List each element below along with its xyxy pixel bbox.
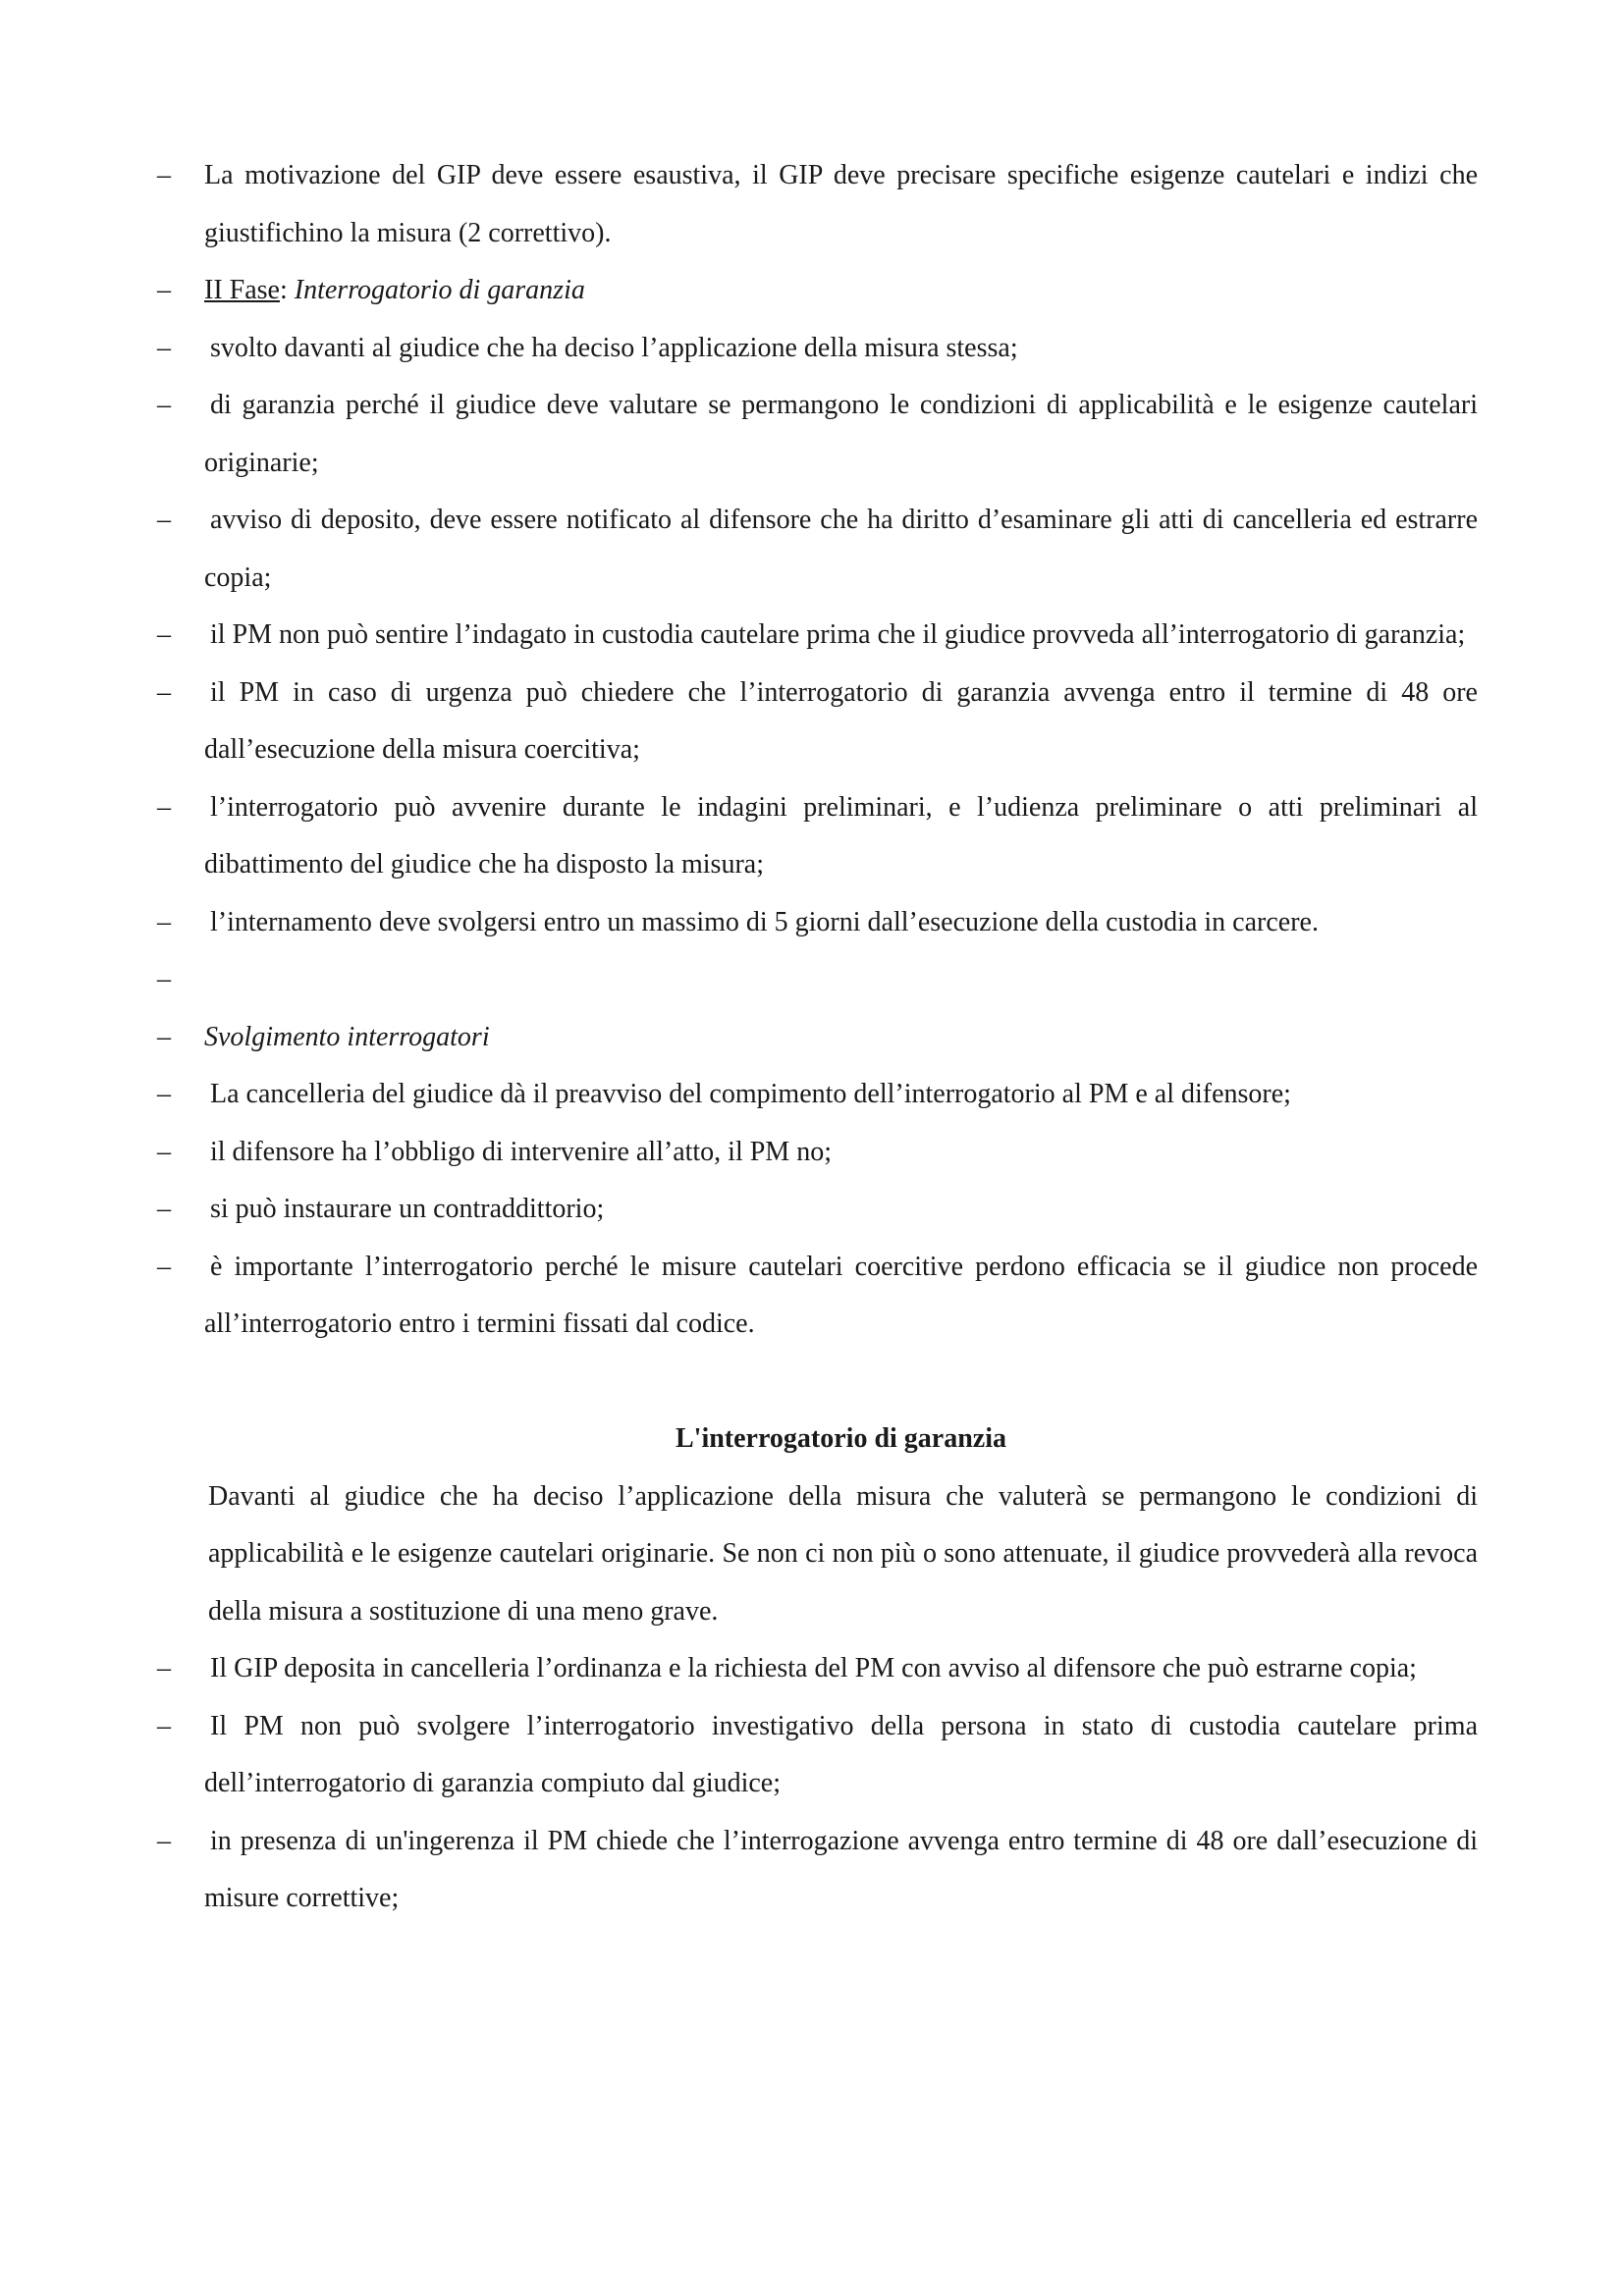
dash-bullet-icon: – xyxy=(157,1079,171,1109)
list-item xyxy=(157,1813,1478,1928)
list-item-text: l’internamento deve svolgersi entro un massimo di 5 giorni dall’esecuzione della custodia in carcere. xyxy=(210,906,1319,937)
list-item-text: in presenza di un'ingerenza il PM chiede che l’interrogazione avvenga entro termine di 48 ore dall’esecuzione di misure correttive; xyxy=(204,1825,1478,1913)
section-heading: L'interrogatorio di garanzia xyxy=(676,1423,1006,1454)
dash-bullet-icon: – xyxy=(157,1136,171,1167)
list-item-text: di garanzia perché il giudice deve valutare se permangono le condizioni di applicabilità e le esigenze cautelari originarie; xyxy=(204,390,1478,478)
list-item-text: è importante l’interrogatorio perché le misure cautelari coercitive perdono efficacia se il giudice non procede all’interrogatorio entro i termini fissati dal codice. xyxy=(204,1251,1478,1339)
list-item-text: l’interrogatorio può avvenire durante le indagini preliminari, e l’udienza preliminare o atti preliminari al dibattimento del giudice che ha disposto la misura; xyxy=(204,791,1478,880)
list-item-text: il PM non può sentire l’indagato in custodia cautelare prima che il giudice provveda all’interrogatorio di garanzia; xyxy=(210,619,1466,650)
dash-bullet-icon: – xyxy=(157,390,171,420)
dash-bullet-icon: – xyxy=(157,275,171,305)
list-item xyxy=(157,1124,1478,1182)
list-item xyxy=(157,894,1478,952)
list-item xyxy=(157,1239,1478,1354)
spacer xyxy=(204,1354,1478,1412)
dash-bullet-icon: – xyxy=(157,1825,171,1856)
dash-bullet-icon: – xyxy=(157,1021,171,1052)
list-item-text: Il PM non può svolgere l’interrogatorio investigativo della persona in stato di custodia cautelare prima dell’interrogatorio di garanzia compiuto dal giudice; xyxy=(204,1710,1478,1798)
list-item xyxy=(157,1066,1478,1124)
list-item-phase xyxy=(157,262,1478,320)
list-item-section-title xyxy=(157,1009,1478,1067)
dash-bullet-icon: – xyxy=(157,505,171,535)
dash-bullet-icon: – xyxy=(157,1653,171,1683)
list-item-text: La motivazione del GIP deve essere esaustiva, il GIP deve precisare specifiche esigenze cautelari e indizi che giustifichino la misura (2 correttivo). xyxy=(204,160,1478,248)
empty-list-item xyxy=(157,951,1478,1009)
list-item-text: avviso di deposito, deve essere notificato al difensore che ha diritto d’esaminare gli atti di cancelleria ed estrarre copia; xyxy=(204,505,1478,593)
dash-bullet-icon: – xyxy=(157,964,171,994)
dash-bullet-icon: – xyxy=(157,791,171,823)
dash-bullet-icon: – xyxy=(157,676,171,708)
list-item-text: si può instaurare un contraddittorio; xyxy=(210,1194,605,1224)
section-title: Svolgimento interrogatori xyxy=(204,1021,490,1052)
list-item xyxy=(157,377,1478,492)
document-body xyxy=(157,147,1478,1928)
list-item xyxy=(157,492,1478,607)
phase-colon: : xyxy=(279,275,295,305)
list-item xyxy=(157,607,1478,665)
list-item xyxy=(157,1698,1478,1813)
dash-bullet-icon: – xyxy=(157,332,171,363)
dash-bullet-icon: – xyxy=(157,160,171,190)
list-item-text: il PM in caso di urgenza può chiedere che l’interrogatorio di garanzia avvenga entro il termine di 48 ore dall’esecuzione della misura coercitiva; xyxy=(204,676,1478,765)
dash-bullet-icon: – xyxy=(157,1710,171,1741)
list-item xyxy=(157,1181,1478,1239)
list-item xyxy=(157,147,1478,262)
list-item-text: La cancelleria del giudice dà il preavviso del compimento dell’interrogatorio al PM e al difensore; xyxy=(210,1079,1291,1109)
intro-paragraph: Davanti al giudice che ha deciso l’applicazione della misura che valuterà se permangono le condizioni di applicabilità e le esigenze cautelari originarie. Se non ci non più o sono attenuate, il giudice provvederà alla revoca della misura a sostituzione di una meno grave. xyxy=(208,1480,1478,1627)
list-item-text: Il GIP deposita in cancelleria l’ordinanza e la richiesta del PM con avviso al difensore che può estrarne copia; xyxy=(210,1653,1417,1683)
list-item-text: svolto davanti al giudice che ha deciso l’applicazione della misura stessa; xyxy=(210,332,1018,363)
list-item xyxy=(157,665,1478,779)
dash-bullet-icon: – xyxy=(157,906,171,937)
phase-label: II Fase xyxy=(204,275,280,305)
list-item-text: il difensore ha l’obbligo di intervenire all’atto, il PM no; xyxy=(210,1136,832,1167)
list-item xyxy=(157,320,1478,378)
dash-bullet-icon: – xyxy=(157,619,171,650)
phase-title: Interrogatorio di garanzia xyxy=(294,275,585,305)
list-item xyxy=(157,779,1478,894)
list-item xyxy=(157,1640,1478,1698)
dash-bullet-icon: – xyxy=(157,1251,171,1282)
dash-bullet-icon: – xyxy=(157,1194,171,1224)
